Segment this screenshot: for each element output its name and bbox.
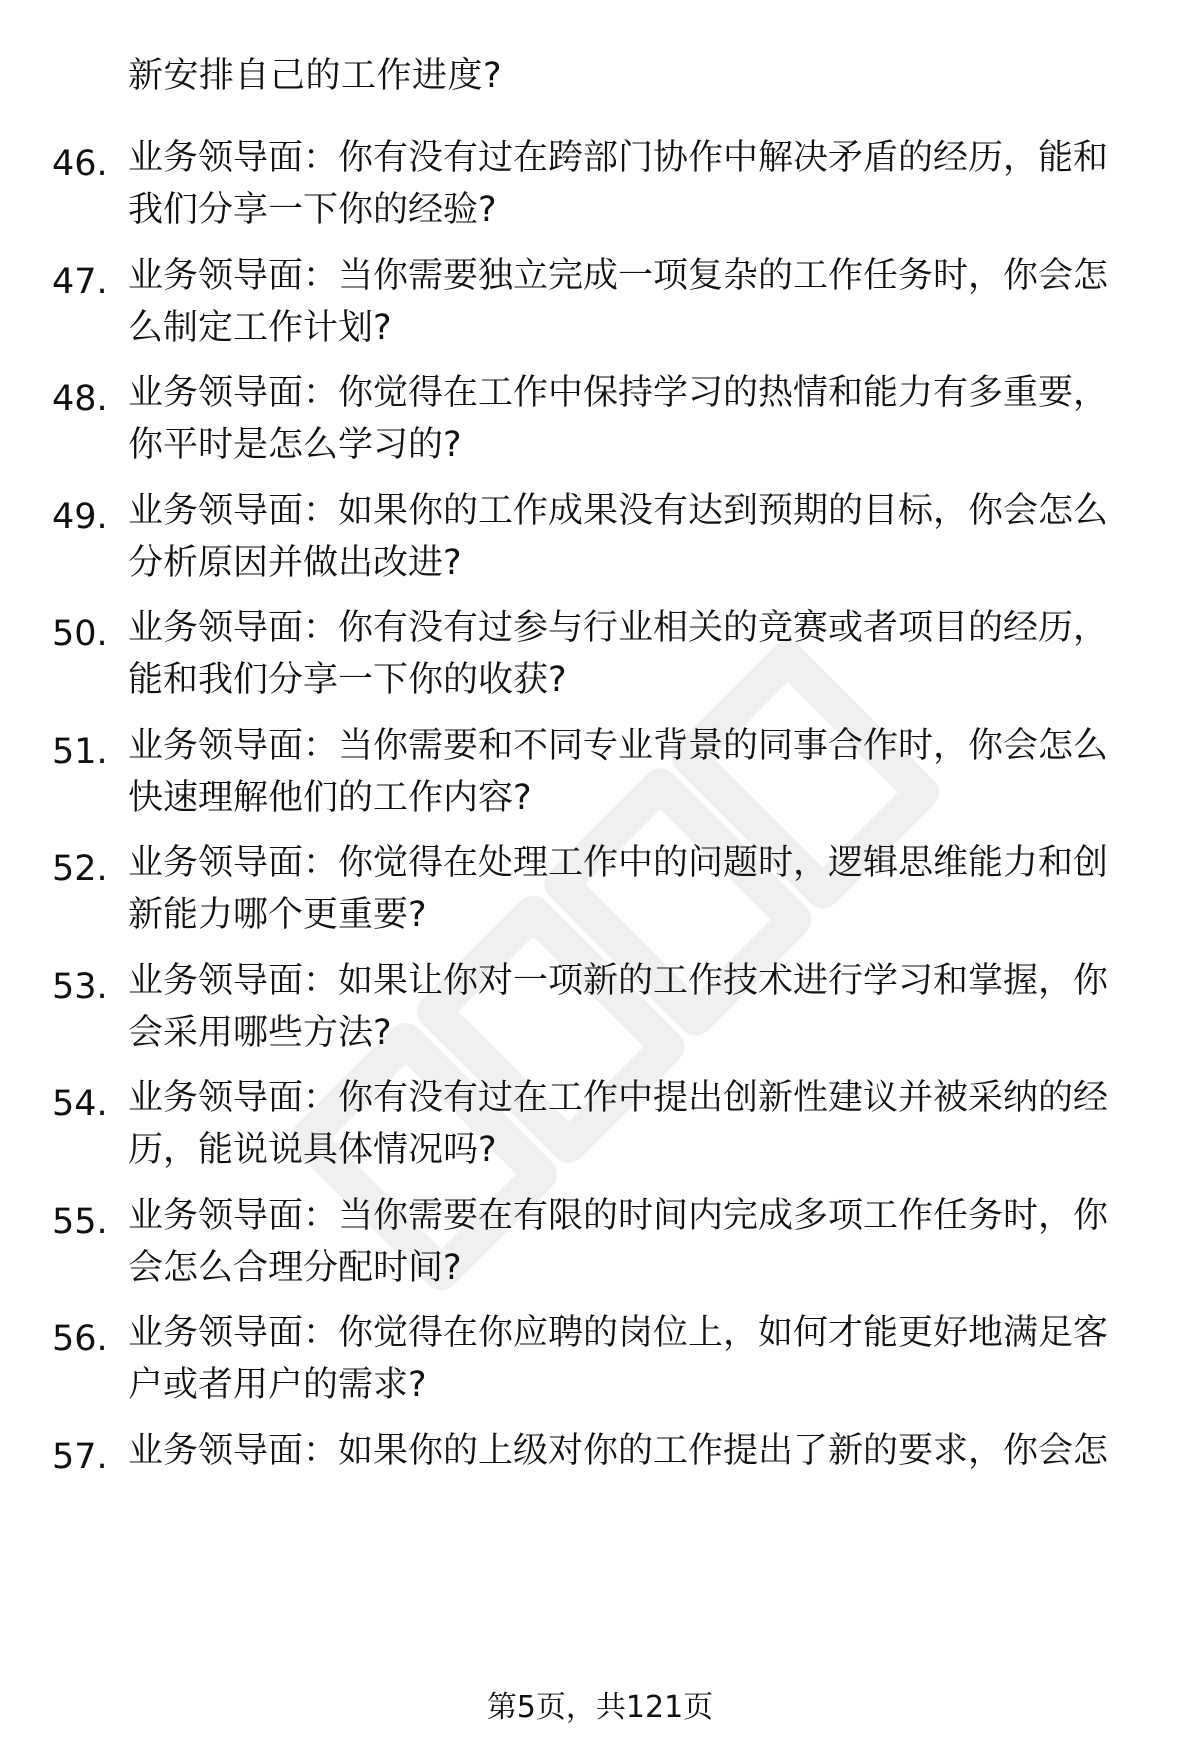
question-number: 53. [52,967,108,1007]
question-text: 业务领导面：当你需要在有限的时间内完成多项工作任务时，你会怎么合理分配时间? [128,1196,1109,1288]
question-number: 56. [52,1319,108,1359]
question-number: 55. [52,1202,108,1242]
page-footer: 第5页，共121页 [486,1690,714,1725]
continuation-text: 新安排自己的工作进度? [128,56,503,96]
question-text: 业务领导面：你有没有过在跨部门协作中解决矛盾的经历，能和我们分享一下你的经验? [128,138,1109,230]
question-text: 业务领导面：如果你的工作成果没有达到预期的目标，你会怎么分析原因并做出改进? [128,491,1109,583]
question-number: 50. [52,614,108,654]
question-text: 业务领导面：你觉得在工作中保持学习的热情和能力有多重要，你平时是怎么学习的? [128,373,1109,465]
question-text: 业务领导面：如果你的上级对你的工作提出了新的要求，你会怎 [128,1431,1109,1471]
question-number: 51. [52,732,108,772]
question-number: 46. [52,144,108,184]
question-number: 47. [52,262,108,302]
question-number: 57. [52,1437,108,1477]
question-text: 业务领导面：你有没有过在工作中提出创新性建议并被采纳的经历，能说说具体情况吗? [128,1078,1109,1170]
question-text: 业务领导面：你觉得在你应聘的岗位上，如何才能更好地满足客户或者用户的需求? [128,1313,1109,1405]
question-text: 业务领导面：如果让你对一项新的工作技术进行学习和掌握，你会采用哪些方法? [128,961,1109,1053]
question-text: 业务领导面：当你需要独立完成一项复杂的工作任务时，你会怎么制定工作计划? [128,256,1109,348]
question-text: 业务领导面：你觉得在处理工作中的问题时，逻辑思维能力和创新能力哪个更重要? [128,843,1109,935]
question-text: 业务领导面：你有没有过参与行业相关的竞赛或者项目的经历，能和我们分享一下你的收获? [128,608,1109,700]
question-number: 48. [52,379,108,419]
question-number: 49. [52,497,108,537]
question-text: 业务领导面：当你需要和不同专业背景的同事合作时，你会怎么快速理解他们的工作内容? [128,726,1109,818]
question-number: 54. [52,1084,108,1124]
question-number: 52. [52,849,108,889]
